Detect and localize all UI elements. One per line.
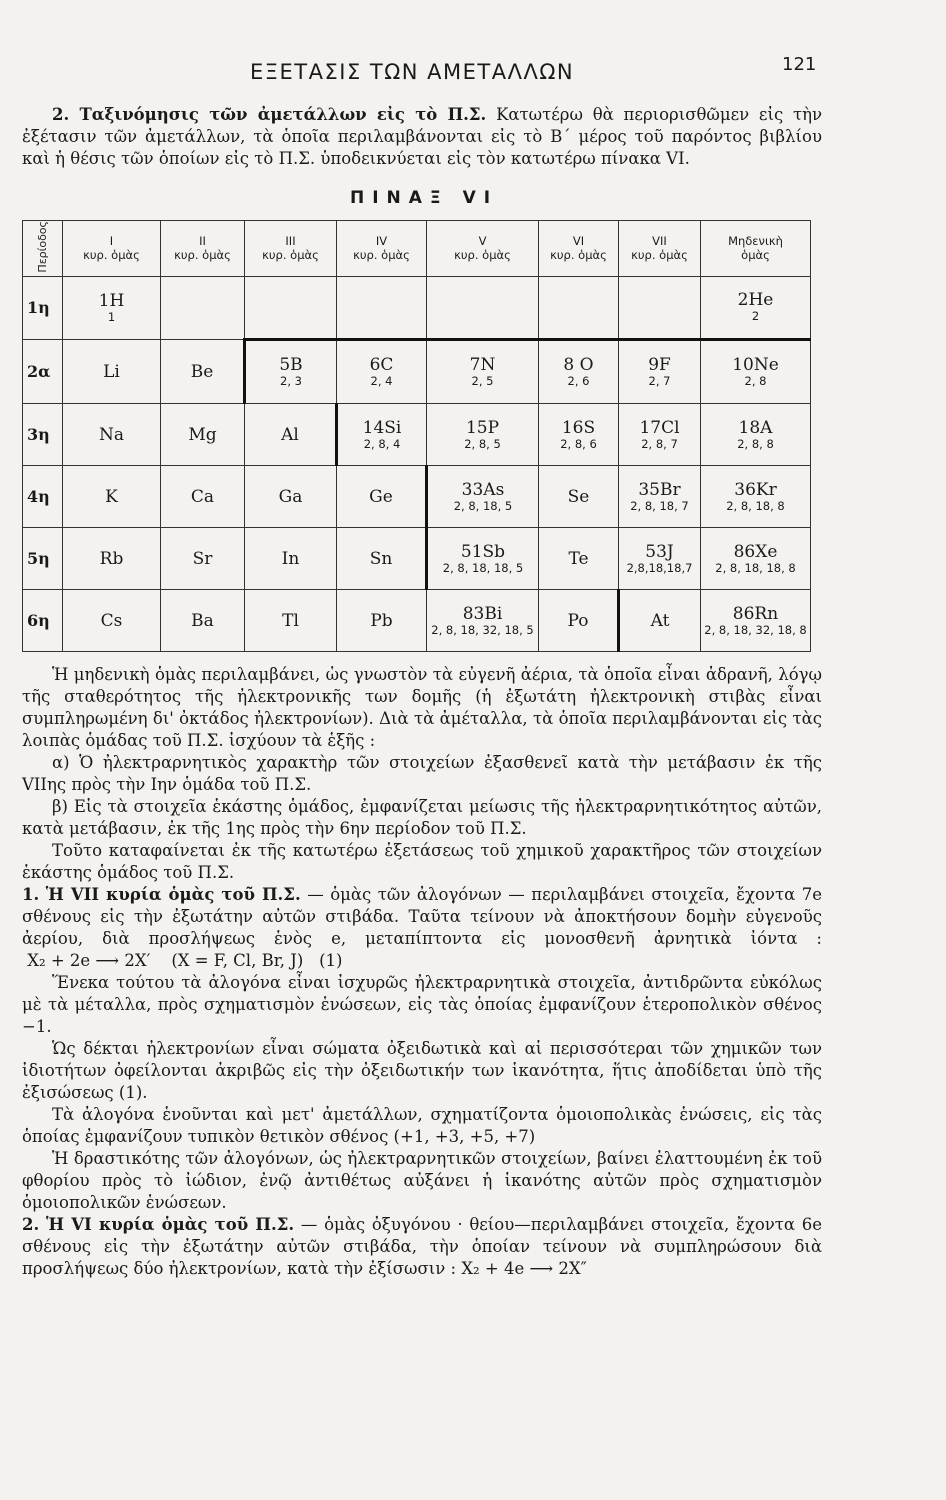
element-cell [701,590,811,652]
electron-configuration: 2, 8, 4 [363,436,401,451]
electron-configuration: 2, 7 [648,374,671,389]
element-symbol: 6C [369,355,394,376]
electron-configuration: 2, 8, 8 [737,436,774,451]
electron-configuration: 2, 5 [471,374,494,389]
element-cell [619,404,701,466]
element-cell [63,590,161,652]
table-row [23,404,811,466]
element-symbol: 15P [465,417,500,438]
intro-paragraph [22,104,822,170]
element-cell [161,276,245,340]
element-cell [245,590,337,652]
page-number: 121 [782,54,817,75]
element-cell [427,466,539,528]
page-header [0,50,946,90]
section-heading: 2. Ταξινόμησις τῶν ἀμετάλλων εἰς τὸ Π.Σ. [52,105,487,124]
period-label: 1η [23,276,63,340]
electron-configuration: 2,8,18,18,7 [626,560,693,575]
electron-configuration: 2, 8, 6 [560,436,597,451]
element-cell [539,590,619,652]
element-symbol: In [281,548,300,569]
element-cell [337,340,427,404]
element-symbol: Te [568,548,589,569]
element-symbol: Ge [369,486,393,507]
period-header: Περίοδος [23,221,63,277]
running-title: ΕΞΕΤΑΣΙΣ ΤΩΝ ΑΜΕΤΑΛΛΩΝ [250,60,575,84]
element-symbol: K [105,486,118,507]
element-cell [63,404,161,466]
paragraph: α) Ὁ ἠλεκτραρνητικὸς χαρακτὴρ τῶν στοιχείων ἐξασθενεῖ κατὰ τὴν μετάβασιν ἐκ τῆς VIIης πρὸς τὴν Ιην ὁμάδα τοῦ Π.Σ. [22,753,822,794]
element-cell [539,276,619,340]
paragraph: Ὡς δέκται ἠλεκτρονίων εἶναι σώματα ὀξειδωτικὰ καὶ αἱ περισσότεραι τῶν χημικῶν των ἰδιοτήτων ὀφείλονται ἀκριβῶς εἰς τὴν ὀξειδωτικήν των ἱκανότητα, ἥτις ἀποδίδεται ὑπὸ τῆς ἐξισώσεως (1). [22,1039,822,1102]
element-symbol: Cs [100,610,123,631]
element-symbol: Rb [99,548,124,569]
table-row [23,590,811,652]
electron-configuration: 2, 6 [567,374,590,389]
element-cell [245,466,337,528]
electron-configuration: 2 [751,309,760,324]
element-symbol: 36Kr [734,479,777,500]
element-symbol: 1H [98,290,125,311]
period-label: 5η [23,528,63,590]
element-cell [245,528,337,590]
electron-configuration: 2, 8, 18, 7 [630,498,689,513]
element-cell [245,340,337,404]
element-symbol: Be [190,361,214,382]
paragraph: 1. Ἡ VII κυρία ὁμὰς τοῦ Π.Σ. — ὁμὰς τῶν ἀλογόνων — περιλαμβάνει στοιχεῖα, ἔχοντα 7e σθένους εἰς τὴν ἐξωτάτην αὐτῶν στιβάδα. Ταῦτα τείνουν νὰ ἀποκτήσουν δομὴν εὐγενοῦς ἀερίου, διὰ προσλήψεως ἑνὸς e, μεταπίπτοντα εἰς μονοσθενῆ ἀρνητικὰ ἰόντα : X₂ + 2e ⟶ 2X′ (X = F, Cl, Br, J) (1) [22,885,822,970]
element-cell [161,590,245,652]
element-symbol: 7N [469,355,496,376]
element-symbol: 51Sb [460,541,506,562]
element-cell [427,590,539,652]
subsection-heading: Ἡ VI κυρία ὁμὰς τοῦ Π.Σ. [45,1215,295,1234]
element-symbol: 9F [648,355,671,376]
table-row [23,276,811,340]
table-caption: ΠΙΝΑΞ VI [350,188,499,208]
group-header: III κυρ. ὁμὰς [245,221,337,277]
element-cell [619,466,701,528]
electron-configuration: 1 [107,309,116,324]
electron-configuration: 2, 8, 18, 8 [726,498,785,513]
paragraph: β) Εἰς τὰ στοιχεῖα ἑκάστης ὁμάδος, ἐμφανίζεται μείωσις τῆς ἠλεκτραρνητικότητος αὐτῶν, κατὰ μετάβασιν, ἐκ τῆς 1ης πρὸς τὴν 6ην περίοδον τοῦ Π.Σ. [22,797,822,838]
element-symbol: Pb [370,610,393,631]
element-symbol: Tl [282,610,299,631]
element-cell [337,590,427,652]
group-header: V κυρ. ὁμὰς [427,221,539,277]
element-cell [427,404,539,466]
element-cell [539,466,619,528]
subsection-heading: Ἡ VII κυρία ὁμὰς τοῦ Π.Σ. [45,885,301,904]
element-cell [427,340,539,404]
group-header: VII κυρ. ὁμὰς [619,221,701,277]
element-cell [245,276,337,340]
element-symbol: 18A [738,417,773,438]
paragraph: Τοῦτο καταφαίνεται ἐκ τῆς κατωτέρω ἐξετάσεως τοῦ χημικοῦ χαρακτῆρος τῶν στοιχείων ἑκάστης ὁμάδος τοῦ Π.Σ. [22,841,822,882]
element-symbol: 10Ne [732,355,779,376]
element-cell [701,276,811,340]
element-cell [245,404,337,466]
period-label: 6η [23,590,63,652]
element-symbol: Ga [278,486,303,507]
electron-configuration: 2, 8, 5 [464,436,501,451]
element-cell [539,340,619,404]
element-symbol: 8 O [563,355,594,376]
element-symbol: 5B [279,355,303,376]
group-header: I κυρ. ὁμὰς [63,221,161,277]
element-symbol: Ba [191,610,214,631]
paragraph: 2. Ἡ VI κυρία ὁμὰς τοῦ Π.Σ. — ὁμὰς ὀξυγόνου · θείου—περιλαμβάνει στοιχεῖα, ἔχοντα 6e σθένους εἰς τὴν ἐξωτάτην αὐτῶν στιβάδα, τὴν ὁποίαν τείνουν νὰ συμπληρώσουν διὰ προσλήψεως δύο ἠλεκτρονίων, κατὰ τὴν ἐξίσωσιν : X₂ + 4e ⟶ 2X″ [22,1215,823,1278]
element-cell [337,528,427,590]
body-text [22,664,822,1280]
element-cell [63,528,161,590]
electron-configuration: 2, 3 [280,374,302,389]
element-cell [63,466,161,528]
electron-configuration: 2, 8, 18, 5 [453,498,513,513]
element-cell [701,528,811,590]
element-symbol: Sr [192,548,213,569]
element-cell [619,340,701,404]
element-symbol: Li [103,361,120,382]
element-symbol: Na [98,424,124,445]
electron-configuration: 2, 8, 18, 18, 5 [442,560,524,575]
element-cell [427,276,539,340]
electron-configuration: 2, 8, 18, 32, 18, 5 [431,622,534,637]
paragraph: Ἡ μηδενικὴ ὁμὰς περιλαμβάνει, ὡς γνωστὸν τὰ εὐγενῆ ἀέρια, τὰ ὁποῖα εἶναι ἀδρανῆ, λόγῳ τῆς σταθερότητος τῆς ἠλεκτρονικῆς των δομῆς (ἡ ἐξωτάτη ἠλεκτρονικὴ στιβὰς εἶναι συμπληρωμένη δι' ὀκτάδος ἠλεκτρονίων). Διὰ τὰ ἀμέταλλα, τὰ ὁποῖα περιλαμβάνονται εἰς τὰς λοιπὰς ὁμάδας τοῦ Π.Σ. ἰσχύουν τὰ ἑξῆς : [22,665,822,750]
element-symbol: 17Cl [639,417,680,438]
element-symbol: Se [567,486,590,507]
paragraph: Τὰ ἀλογόνα ἑνοῦνται καὶ μετ' ἀμετάλλων, σχηματίζοντα ὁμοιοπολικὰς ἑνώσεις, εἰς τὰς ὁποίας ἐμφανίζουν τυπικὸν θετικὸν σθένος (+1, +3, +5, +7) [22,1105,822,1146]
element-symbol: Ca [190,486,215,507]
element-symbol: Sn [369,548,393,569]
paragraph: Ἕνεκα τούτου τὰ ἀλογόνα εἶναι ἰσχυρῶς ἠλεκτραρνητικὰ στοιχεῖα, ἀντιδρῶντα εὐκόλως μὲ τὰ μέταλλα, πρὸς σχηματισμὸν ἑνώσεων, εἰς τὰς ὁποίας ἐμφανίζουν ἑτεροπολικὸν σθένος −1. [22,973,822,1036]
element-symbol: 14Si [362,417,402,438]
element-cell [161,528,245,590]
group-header: IV κυρ. ὁμὰς [337,221,427,277]
table-row [23,340,811,404]
intro-text: Κατωτέρω θὰ περιορισθῶμεν εἰς τὴν ἐξέτασιν τῶν ἀμετάλλων, τὰ ὁποῖα περιλαμβάνονται εἰς τὸ Β΄ μέρος τοῦ παρόντος βιβλίου καὶ ἡ θέσις τῶν ὁποίων εἰς τὸ Π.Σ. ὑποδεικνύεται εἰς τὸν κατωτέρω πίνακα VI. [22,105,822,168]
element-cell [337,466,427,528]
group-header: Μηδενικὴ ὁμὰς [701,221,811,277]
element-symbol: Mg [188,424,217,445]
element-cell [701,404,811,466]
element-cell [161,340,245,404]
element-cell [63,276,161,340]
period-label: 4η [23,466,63,528]
group-header: II κυρ. ὁμὰς [161,221,245,277]
element-cell [619,528,701,590]
element-symbol: 33As [461,479,505,500]
element-cell [539,404,619,466]
element-symbol: 2He [737,290,774,311]
element-cell [701,340,811,404]
period-label: 2α [23,340,63,404]
periodic-table [22,220,810,652]
electron-configuration: 2, 4 [370,374,393,389]
element-symbol: Al [281,424,299,445]
element-cell [337,404,427,466]
element-symbol: 35Br [638,479,681,500]
electron-configuration: 2, 8, 18, 32, 18, 8 [704,622,807,637]
electron-configuration: 2, 8 [744,374,767,389]
equation: X₂ + 4e ⟶ 2X″ [461,1259,587,1278]
table-row [23,466,811,528]
table-row [23,528,811,590]
element-cell [701,466,811,528]
element-symbol: Po [567,610,589,631]
element-symbol: 83Bi [462,603,503,624]
element-cell [161,404,245,466]
element-cell [63,340,161,404]
element-cell [337,276,427,340]
element-symbol: 86Rn [732,603,779,624]
element-cell [161,466,245,528]
group-header: VI κυρ. ὁμὰς [539,221,619,277]
element-symbol: 86Xe [733,541,778,562]
element-symbol: 53J [645,541,674,562]
period-label: 3η [23,404,63,466]
paragraph: Ἡ δραστικότης τῶν ἀλογόνων, ὡς ἠλεκτραρνητικῶν στοιχείων, βαίνει ἐλαττουμένη ἐκ τοῦ φθορίου πρὸς τὸ ἰώδιον, ἐνῷ ἀντιθέτως αὐξάνει ἡ ἱκανότης αὐτῶν πρὸς σχηματισμὸν ὁμοιοπολικῶν ἑνώσεων. [22,1149,822,1212]
electron-configuration: 2, 8, 7 [641,436,678,451]
element-cell [619,276,701,340]
element-cell [619,590,701,652]
electron-configuration: 2, 8, 18, 18, 8 [715,560,796,575]
equation: X₂ + 2e ⟶ 2X′ (X = F, Cl, Br, J) (1) [27,951,343,970]
element-cell [539,528,619,590]
element-cell [427,528,539,590]
element-symbol: 16S [561,417,596,438]
element-symbol: At [650,610,670,631]
